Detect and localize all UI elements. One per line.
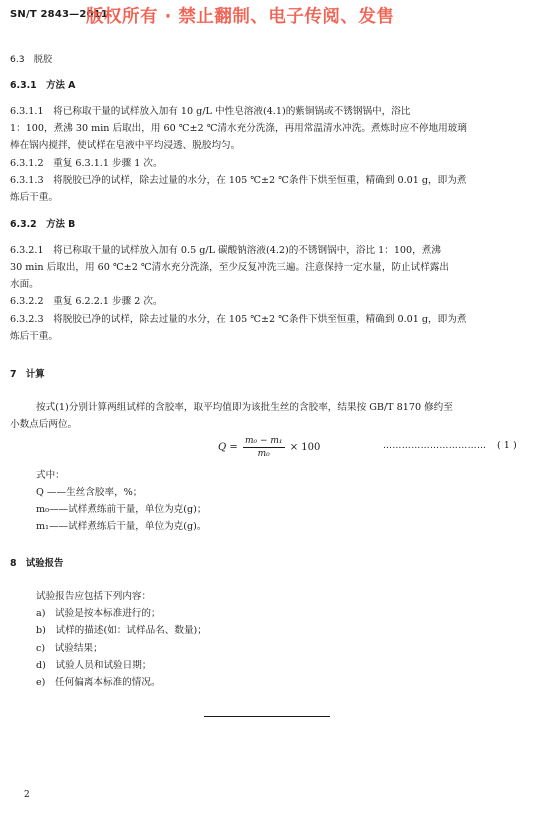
where-label: 式中： bbox=[36, 470, 65, 481]
copyright-watermark: 版权所有 · 禁止翻制、电子传阅、发售 bbox=[86, 7, 395, 27]
para-6-3-2-3-line-2: 炼后干重。 bbox=[10, 331, 58, 342]
formula-numerator: m₀ − m₁ bbox=[244, 436, 283, 446]
para-6-3-2-3-line-1: 6.3.2.3 将脱胶已净的试样，除去过量的水分，在 105 ℃±2 ℃条件下烘至恒重，精确到 0.01 g，即为煮 bbox=[10, 314, 467, 325]
list-item-b: b) 试样的描述(如：试样品名、数量)； bbox=[36, 625, 207, 636]
para-6-3-2-1-line-3: 水面。 bbox=[10, 279, 39, 290]
list-item-e: e) 任何偏离本标准的情况。 bbox=[36, 677, 161, 688]
formula-leader-dots: …………………………… bbox=[383, 441, 487, 451]
para-6-3-1-2: 6.3.1.2 重复 6.3.1.1 步骤 1 次。 bbox=[10, 158, 163, 169]
formula-multiplier: × 100 bbox=[289, 442, 321, 453]
definition-m0: m₀——试样煮练前干量，单位为克(g)； bbox=[36, 504, 207, 515]
para-6-3-1-3-line-1: 6.3.1.3 将脱胶已净的试样，除去过量的水分，在 105 ℃±2 ℃条件下烘至恒重，精确到 0.01 g，即为煮 bbox=[10, 175, 467, 186]
para-8: 试验报告应包括下列内容： bbox=[36, 591, 152, 602]
formula-denominator: m₀ bbox=[257, 449, 270, 459]
standard-code: SN/T 2843—2011 bbox=[10, 9, 108, 20]
formula-1 bbox=[218, 436, 320, 459]
formula-fraction bbox=[243, 436, 285, 459]
para-6-3-1-3-line-2: 炼后干重。 bbox=[10, 192, 58, 203]
para-6-3-2-1-line-2: 30 min 后取出，用 60 ℃±2 ℃清水充分洗涤，至少反复冲洗三遍。注意保持一定水量，防止试样露出 bbox=[10, 262, 449, 273]
section-8-heading: 8 试验报告 bbox=[10, 558, 64, 569]
para-6-3-2-2: 6.3.2.2 重复 6.2.2.1 步骤 2 次。 bbox=[10, 296, 163, 307]
formula-lhs: Q = bbox=[218, 442, 238, 453]
page-number: 2 bbox=[24, 790, 30, 800]
formula-number: ( 1 ) bbox=[497, 440, 517, 451]
para-6-3-1-1-line-1: 6.3.1.1 将已称取干量的试样放入加有 10 g/L 中性皂溶液(4.1)的紫铜锅或不锈钢锅中，浴比 bbox=[10, 106, 411, 117]
definition-q: Q ——生丝含胶率，%； bbox=[36, 487, 143, 498]
section-6-3-heading: 6.3 脱胶 bbox=[10, 54, 53, 65]
section-6-3-2-heading: 6.3.2 方法 B bbox=[10, 219, 76, 230]
section-7-heading: 7 计算 bbox=[10, 369, 45, 380]
section-6-3-1-heading: 6.3.1 方法 A bbox=[10, 80, 76, 91]
list-item-c: c) 试验结果； bbox=[36, 643, 103, 654]
para-6-3-1-1-line-3: 棒在锅内搅拌，使试样在皂液中平均浸透、脱胶均匀。 bbox=[10, 140, 241, 151]
list-item-a: a) 试验是按本标准进行的； bbox=[36, 608, 161, 619]
end-rule bbox=[204, 716, 330, 717]
list-item-d: d) 试验人员和试验日期； bbox=[36, 660, 152, 671]
para-6-3-1-1-line-2: 1：100，煮沸 30 min 后取出，用 60 ℃±2 ℃清水充分洗涤，再用常温清水冲洗。煮炼时应不停地用玻璃 bbox=[10, 123, 467, 134]
definition-m1: m₁——试样煮练后干量，单位为克(g)。 bbox=[36, 521, 207, 532]
para-7-line-2: 小数点后两位。 bbox=[10, 419, 78, 430]
para-6-3-2-1-line-1: 6.3.2.1 将已称取干量的试样放入加有 0.5 g/L 碳酸钠溶液(4.2)的不锈钢锅中，浴比 1：100，煮沸 bbox=[10, 245, 441, 256]
para-7-line-1: 按式(1)分别计算两组试样的含胶率，取平均值即为该批生丝的含胶率，结果按 GB/T 8170 修约至 bbox=[36, 402, 453, 413]
